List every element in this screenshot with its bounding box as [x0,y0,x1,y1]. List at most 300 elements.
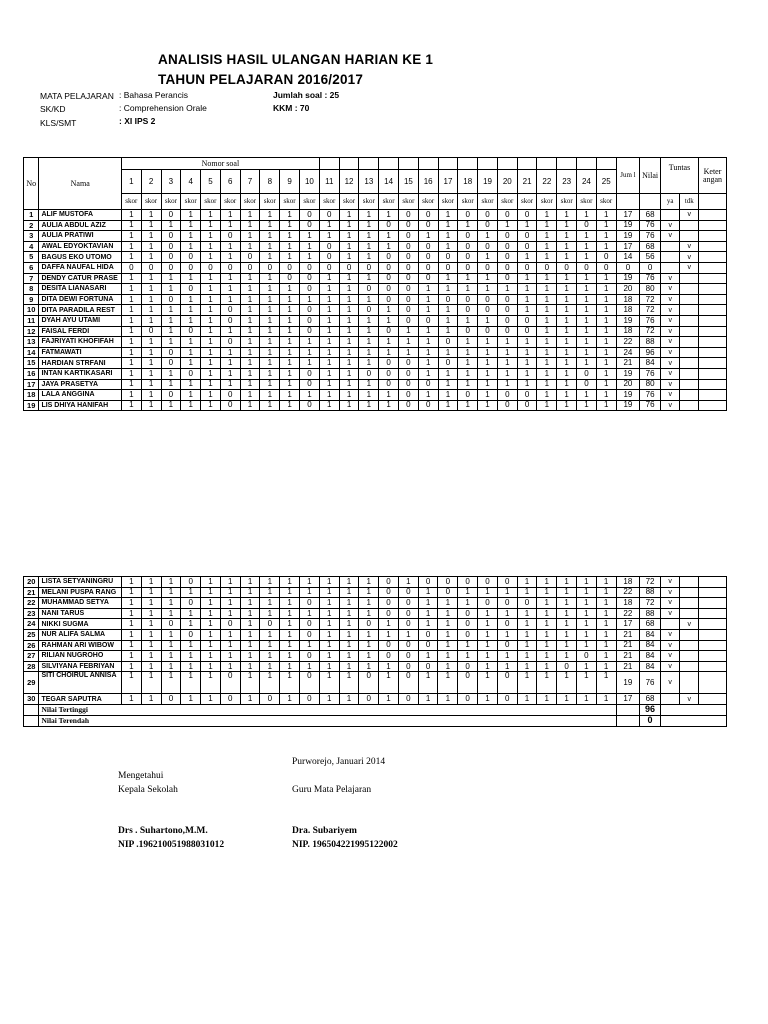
score-cell: 1 [319,337,339,348]
score-cell: 1 [299,252,319,263]
jumlah-cell: 19 [616,315,640,326]
keterangan-cell [699,661,727,672]
score-cell: 1 [260,379,280,390]
score-cell: 1 [141,379,161,390]
score-cell: 0 [438,577,458,588]
score-cell: 1 [557,210,577,221]
score-cell: 1 [240,241,260,252]
score-cell: 1 [141,210,161,221]
score-cell: 0 [399,252,419,263]
score-cell: 1 [497,629,517,640]
score-cell: 1 [280,661,300,672]
score-cell: 0 [577,379,597,390]
score-cell: 1 [141,577,161,588]
score-cell: 1 [161,661,181,672]
score-cell: 0 [458,305,478,316]
score-cell: 1 [161,273,181,284]
score-cell: 0 [181,577,201,588]
score-cell: 1 [339,577,359,588]
score-cell: 1 [280,305,300,316]
score-cell: 1 [240,337,260,348]
score-cell: 1 [458,379,478,390]
score-cell: 1 [537,629,557,640]
score-cell: 1 [359,337,379,348]
score-cell: 1 [418,672,438,694]
score-cell: 1 [280,694,300,705]
score-cell: 1 [299,347,319,358]
score-cell: 0 [517,315,537,326]
header-skor: skor [121,194,141,210]
score-cell: 0 [577,262,597,273]
score-cell: 1 [319,400,339,411]
score-cell: 1 [201,661,221,672]
table-row [24,315,727,326]
score-cell: 1 [339,379,359,390]
score-cell: 1 [141,400,161,411]
jumlah-cell: 14 [616,252,640,263]
score-cell: 1 [319,577,339,588]
header-blank [319,158,339,170]
score-cell: 1 [596,629,616,640]
header-question-22: 22 [537,170,557,194]
score-cell: 1 [121,315,141,326]
score-cell: 1 [359,598,379,609]
score-cell: 1 [557,400,577,411]
score-cell: 1 [181,220,201,231]
score-cell: 0 [161,252,181,263]
score-cell: 1 [181,315,201,326]
score-cell: 1 [359,400,379,411]
row-number: 12 [24,326,39,337]
skkd-value: : Comprehension Orale [119,103,207,113]
score-cell: 0 [458,262,478,273]
score-cell: 1 [280,598,300,609]
table-row [24,241,727,252]
score-cell: 0 [240,252,260,263]
score-cell: 0 [299,315,319,326]
score-cell: 0 [299,368,319,379]
table-row [24,305,727,316]
summary-blank [660,715,726,726]
score-cell: 1 [141,315,161,326]
score-cell: 1 [161,284,181,295]
score-cell: 1 [537,358,557,369]
score-cell: 0 [300,651,320,662]
score-cell: 0 [458,619,478,630]
tuntas-ya-cell: v [660,608,680,619]
score-cell: 0 [359,368,379,379]
row-number: 1 [24,210,39,221]
student-name: DITA DEWI FORTUNA [39,294,121,305]
score-cell: 1 [319,629,339,640]
jumlah-cell: 24 [616,347,640,358]
keterangan-cell [699,640,727,651]
score-cell: 1 [537,294,557,305]
score-cell: 1 [161,368,181,379]
score-cell: 1 [260,241,280,252]
tuntas-ya-cell: v [660,368,680,379]
score-cell: 0 [497,305,517,316]
score-cell: 1 [478,672,498,694]
score-cell: 1 [596,598,616,609]
score-cell: 1 [141,273,161,284]
score-cell: 1 [121,241,141,252]
score-cell: 1 [438,326,458,337]
score-cell: 1 [319,368,339,379]
tuntas-ya-cell: v [660,651,680,662]
score-cell: 1 [458,651,478,662]
score-cell: 1 [577,284,597,295]
score-cell: 1 [478,368,498,379]
table-row [24,252,727,263]
score-cell: 0 [260,694,280,705]
score-cell: 1 [517,284,537,295]
score-cell: 1 [359,273,379,284]
score-cell: 1 [438,347,458,358]
score-cell: 1 [220,358,240,369]
score-cell: 1 [517,220,537,231]
score-cell: 1 [280,400,300,411]
score-cell: 1 [260,252,280,263]
score-cell: 1 [596,326,616,337]
keterangan-cell [699,315,727,326]
score-cell: 1 [339,284,359,295]
jumlah-cell: 18 [616,326,640,337]
score-cell: 1 [201,379,221,390]
score-cell: 1 [141,694,161,705]
score-cell: 1 [497,358,517,369]
score-cell: 0 [418,577,438,588]
score-cell: 1 [260,337,280,348]
header-question-4: 4 [181,170,201,194]
score-cell: 1 [418,294,438,305]
score-cell: 1 [596,619,616,630]
score-cell: 0 [418,640,438,651]
score-cell: 1 [240,305,260,316]
score-cell: 0 [557,661,577,672]
score-cell: 0 [399,358,419,369]
score-cell: 1 [576,619,596,630]
score-cell: 1 [181,400,201,411]
header-question-11: 11 [319,170,339,194]
score-cell: 1 [557,305,577,316]
score-cell: 0 [280,273,300,284]
jumlah-cell: 19 [616,273,640,284]
score-cell: 0 [201,262,221,273]
score-cell: 1 [220,210,240,221]
score-cell: 0 [220,305,240,316]
table-row [24,262,727,273]
score-cell: 1 [161,315,181,326]
student-name: HARDIAN STRFANI [39,358,121,369]
keterangan-cell [699,305,727,316]
score-cell: 1 [220,294,240,305]
score-cell: 0 [458,294,478,305]
score-cell: 1 [161,608,181,619]
score-table-page2 [23,576,727,727]
score-cell: 0 [497,241,517,252]
score-cell: 1 [260,672,280,694]
score-cell: 1 [478,661,498,672]
score-cell: 1 [201,400,221,411]
jumlah-cell: 19 [616,231,640,242]
score-cell: 1 [201,368,221,379]
score-cell: 1 [319,273,339,284]
score-cell: 1 [478,608,498,619]
guru-name: Dra. Subariyem [292,826,357,836]
score-cell: 1 [319,379,339,390]
score-cell: 0 [458,661,478,672]
score-cell: 0 [379,598,399,609]
score-cell: 1 [537,651,557,662]
score-cell: 1 [240,400,260,411]
header-skor: skor [339,194,359,210]
score-cell: 1 [537,577,557,588]
score-cell: 1 [418,608,438,619]
score-cell: 1 [260,220,280,231]
score-cell: 1 [379,305,399,316]
score-cell: 0 [300,619,320,630]
score-cell: 1 [458,358,478,369]
summary-label: Nilai Terendah [39,715,616,726]
header-question-14: 14 [379,170,399,194]
score-cell: 1 [596,390,616,401]
tuntas-ya-cell: v [660,672,680,694]
score-cell: 1 [478,347,498,358]
score-cell: 1 [141,368,161,379]
score-cell: 0 [399,305,419,316]
score-cell: 1 [121,231,141,242]
header-jumlah: Jum l [616,158,640,194]
nilai-cell: 96 [640,347,661,358]
score-cell: 1 [181,231,201,242]
score-cell: 1 [280,368,300,379]
score-cell: 1 [379,619,399,630]
score-cell: 1 [577,273,597,284]
kls-value: : XI IPS 2 [119,116,156,126]
score-cell: 1 [577,326,597,337]
score-cell: 1 [398,577,418,588]
score-cell: 1 [596,231,616,242]
tuntas-tdk-cell [680,390,699,401]
score-cell: 1 [121,640,141,651]
score-cell: 1 [497,379,517,390]
jumlah-cell: 22 [616,587,640,598]
score-cell: 1 [319,661,339,672]
score-cell: 0 [399,231,419,242]
score-cell: 1 [280,241,300,252]
score-cell: 0 [161,619,181,630]
summary-blank [24,715,39,726]
score-cell: 1 [319,358,339,369]
row-number: 13 [24,337,39,348]
header-skor: skor [458,194,478,210]
student-name: FAJRIYATI KHOFIFAH [39,337,121,348]
table-row [24,273,727,284]
score-cell: 1 [141,231,161,242]
score-cell: 1 [319,315,339,326]
score-cell: 1 [280,629,300,640]
score-cell: 0 [596,252,616,263]
score-cell: 1 [181,294,201,305]
score-cell: 1 [280,672,300,694]
header-question-9: 9 [280,170,300,194]
score-cell: 0 [399,400,419,411]
nilai-cell: 72 [640,326,661,337]
score-cell: 0 [497,598,517,609]
score-cell: 0 [497,294,517,305]
score-cell: 1 [557,220,577,231]
score-cell: 1 [478,231,498,242]
score-cell: 0 [161,694,181,705]
score-cell: 1 [121,337,141,348]
score-cell: 0 [517,598,537,609]
score-cell: 0 [438,337,458,348]
score-cell: 0 [220,694,240,705]
header-question-16: 16 [418,170,438,194]
table-row [24,210,727,221]
row-number: 27 [24,651,39,662]
score-cell: 1 [379,661,399,672]
score-cell: 1 [121,672,141,694]
header-question-5: 5 [201,170,221,194]
score-cell: 1 [141,284,161,295]
score-cell: 1 [299,390,319,401]
score-cell: 0 [319,241,339,252]
score-cell: 1 [537,220,557,231]
score-cell: 1 [438,400,458,411]
score-cell: 0 [300,629,320,640]
score-cell: 1 [260,400,280,411]
score-cell: 1 [121,358,141,369]
score-cell: 1 [201,694,221,705]
tuntas-tdk-cell [680,305,699,316]
row-number: 23 [24,608,39,619]
score-cell: 0 [458,241,478,252]
header-tuntas: Tuntas [660,158,698,194]
score-cell: 1 [240,651,260,662]
score-cell: 1 [458,587,478,598]
score-cell: 1 [121,284,141,295]
nilai-cell: 72 [640,598,661,609]
keterangan-cell [699,651,727,662]
keterangan-cell [699,368,727,379]
score-cell: 1 [201,337,221,348]
score-cell: 0 [458,252,478,263]
score-cell: 1 [359,577,379,588]
score-cell: 1 [161,651,181,662]
score-cell: 1 [438,241,458,252]
table-row [24,358,727,369]
score-cell: 0 [339,262,359,273]
score-cell: 1 [438,390,458,401]
score-cell: 0 [299,326,319,337]
score-cell: 1 [201,294,221,305]
score-cell: 1 [260,305,280,316]
score-cell: 0 [497,390,517,401]
score-cell: 0 [379,262,399,273]
header-question-12: 12 [339,170,359,194]
score-cell: 1 [458,337,478,348]
score-cell: 1 [201,358,221,369]
score-cell: 0 [141,262,161,273]
score-cell: 1 [557,347,577,358]
tuntas-ya-cell [660,241,680,252]
score-cell: 0 [399,273,419,284]
score-cell: 1 [181,640,201,651]
score-cell: 0 [418,241,438,252]
score-cell: 1 [557,379,577,390]
score-cell: 0 [557,262,577,273]
score-cell: 1 [478,358,498,369]
tuntas-ya-cell [660,694,680,705]
score-cell: 1 [478,629,498,640]
score-cell: 0 [537,262,557,273]
score-cell: 0 [418,629,438,640]
score-cell: 1 [260,640,280,651]
score-cell: 1 [181,672,201,694]
score-cell: 0 [418,661,438,672]
score-cell: 0 [161,262,181,273]
score-cell: 1 [537,587,557,598]
score-cell: 1 [141,220,161,231]
score-cell: 1 [537,379,557,390]
score-cell: 0 [497,326,517,337]
header-skor: skor [438,194,458,210]
kls-label: KLS/SMT [40,118,77,128]
report-title: ANALISIS HASIL ULANGAN HARIAN KE 1 [158,52,434,67]
tuntas-tdk-cell: v [680,262,699,273]
jumlah-cell: 18 [616,598,640,609]
score-cell: 0 [359,262,379,273]
guru-nip: NIP. 196504221995122002 [292,840,398,850]
tuntas-tdk-cell [680,284,699,295]
nilai-cell: 76 [640,220,661,231]
score-cell: 1 [201,672,221,694]
score-cell: 0 [517,390,537,401]
table-row [24,651,727,662]
keterangan-cell [699,262,727,273]
score-cell: 1 [379,210,399,221]
header-question-18: 18 [458,170,478,194]
score-cell: 1 [240,326,260,337]
score-cell: 1 [576,672,596,694]
score-cell: 1 [280,608,300,619]
score-cell: 1 [557,608,577,619]
nilai-cell: 68 [640,619,661,630]
score-cell: 1 [537,252,557,263]
score-cell: 1 [141,337,161,348]
table-row [24,587,727,598]
table-row [24,379,727,390]
score-cell: 1 [438,629,458,640]
score-cell: 0 [379,368,399,379]
row-number: 29 [24,672,39,694]
score-cell: 1 [577,315,597,326]
header-skor: skor [280,194,300,210]
score-cell: 1 [517,629,537,640]
score-cell: 1 [201,587,221,598]
score-cell: 1 [537,241,557,252]
score-cell: 0 [379,220,399,231]
score-cell: 1 [220,379,240,390]
score-cell: 1 [161,337,181,348]
score-cell: 1 [576,608,596,619]
score-cell: 1 [280,294,300,305]
student-name: RAHMAN ARI WIBOW [39,640,122,651]
tuntas-tdk-cell [680,587,699,598]
score-cell: 0 [398,619,418,630]
